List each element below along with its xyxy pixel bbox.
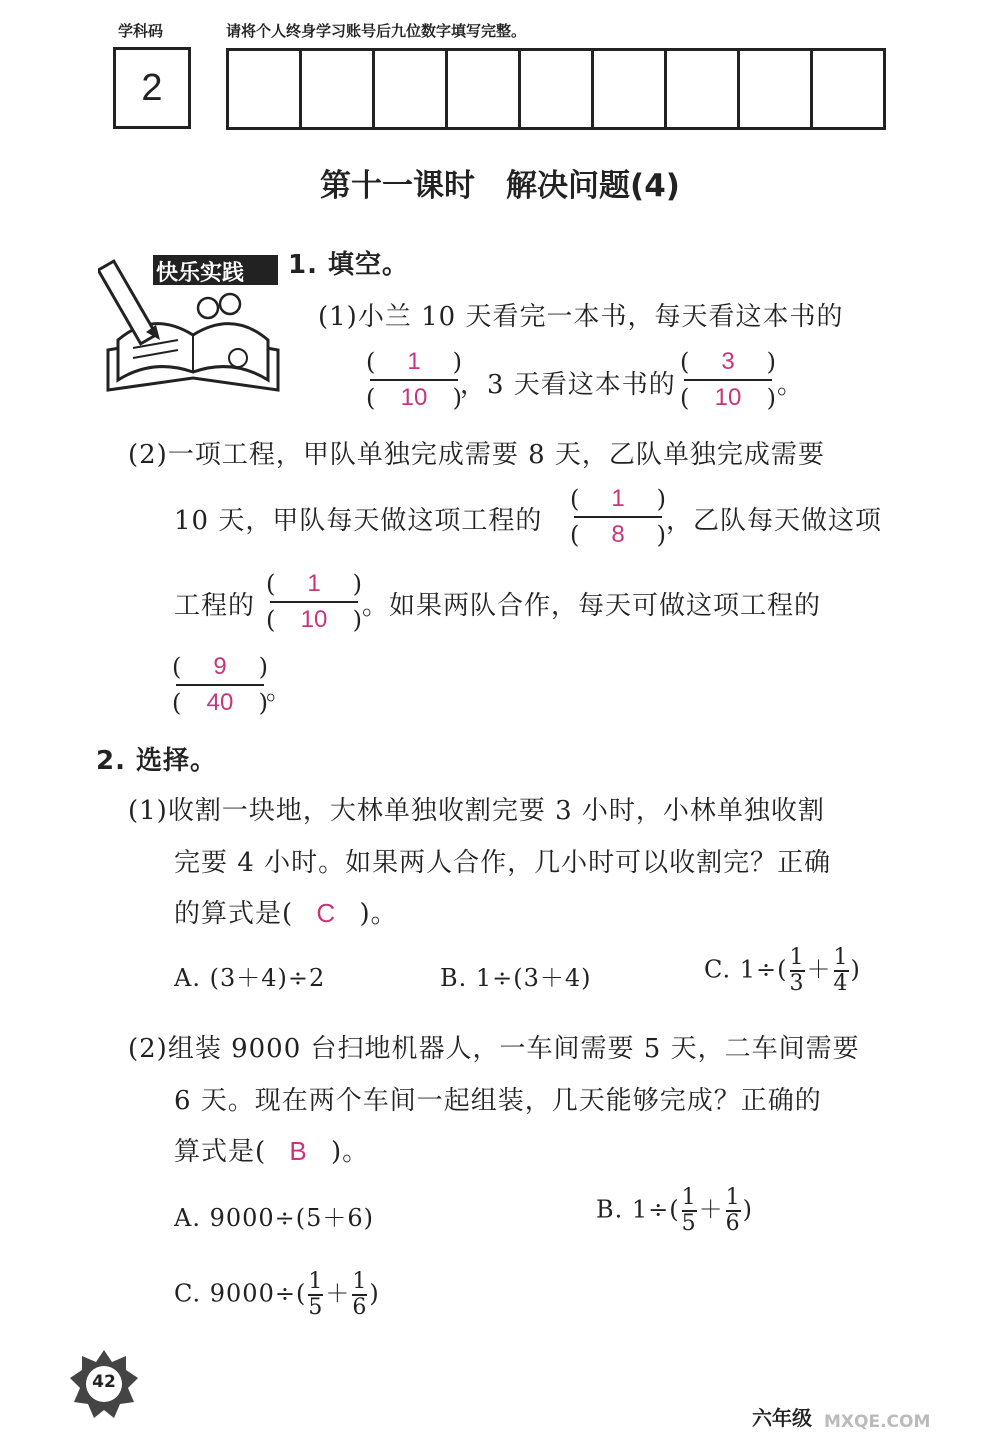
- fraction-numerator: 1: [789, 945, 805, 970]
- q2-part1-line3: [174, 893, 398, 930]
- fraction-denominator: 5: [308, 1295, 324, 1320]
- option-prefix: C. 1÷(: [704, 955, 788, 984]
- fraction-numerator: 1: [833, 945, 849, 970]
- option-suffix: ): [850, 955, 861, 984]
- q2-part2-answer: B: [289, 1136, 308, 1166]
- q2-part1-prompt: 的算式是(: [174, 899, 294, 929]
- q2-heading: 2. 选择。: [96, 746, 218, 776]
- option-fraction: [726, 1186, 741, 1236]
- q1-part2-fraction2: ( 1 ) ( 10 ): [266, 570, 362, 634]
- q1-part1-end: 。: [777, 370, 805, 400]
- fraction-numerator: 1: [308, 1269, 324, 1294]
- badge-title: 快乐实践: [156, 261, 245, 286]
- q1-part1-mid: ，3 天看这本书的: [460, 370, 676, 400]
- q1-part2-line1: (2)一项工程，甲队单独完成需要 8 天，乙队单独完成需要: [128, 440, 825, 470]
- option-prefix: B. 1÷(: [596, 1195, 680, 1224]
- q2-part1-line2: 完要 4 小时。如果两人合作，几小时可以收割完？正确: [174, 848, 832, 878]
- option-fraction: [308, 1270, 323, 1320]
- account-digit-box: [521, 51, 594, 127]
- fraction-denominator: 10: [714, 384, 742, 411]
- q2-part1-option-a: A. (3＋4)÷2: [174, 964, 326, 992]
- option-fraction: [834, 946, 849, 996]
- watermark: MXQE.COM: [824, 1412, 931, 1432]
- account-instruction: 请将个人终身学习账号后九位数字填写完整。: [226, 22, 527, 40]
- q2-part2-line3: [174, 1131, 369, 1168]
- q1-part2-fraction3: ( 9 ) ( 40 ): [172, 653, 268, 717]
- fraction-denominator: 5: [681, 1211, 697, 1236]
- fraction-denominator: 3: [789, 971, 805, 996]
- account-digit-box: [448, 51, 521, 127]
- option-suffix: ): [369, 1279, 380, 1308]
- plus-sign: ＋: [698, 1195, 724, 1224]
- q1-part2-line2a: 10 天，甲队每天做这项工程的: [174, 506, 543, 536]
- option-suffix: ): [742, 1195, 754, 1224]
- q2-part1-answer: C: [316, 898, 337, 928]
- option-prefix: C. 9000÷(: [174, 1279, 307, 1308]
- q2-part2-option-a: A. 9000÷(5＋6): [174, 1204, 375, 1232]
- fraction-denominator: 10: [300, 606, 328, 633]
- fraction-numerator: 9: [213, 653, 227, 680]
- fraction-numerator: 1: [611, 485, 625, 512]
- q1-part2-line3b: 。如果两队合作，每天可做这项工程的: [362, 591, 822, 621]
- account-digit-box: [375, 51, 448, 127]
- option-fraction: [790, 946, 805, 996]
- fraction-numerator: 3: [721, 348, 735, 375]
- q1-part2-fraction1: ( 1 ) ( 8 ): [570, 485, 666, 549]
- option-fraction: [352, 1270, 367, 1320]
- account-digit-box: [740, 51, 813, 127]
- subject-code-box: 2: [113, 47, 191, 129]
- fraction-numerator: 1: [352, 1269, 368, 1294]
- lesson-title: 第十一课时 解决问题(4): [320, 168, 680, 204]
- q2-part1-prompt-end: )。: [359, 899, 398, 929]
- q2-part2-option-c: [174, 1270, 380, 1320]
- fraction-denominator: 40: [206, 689, 234, 716]
- fraction-denominator: 6: [352, 1295, 368, 1320]
- fraction-denominator: 8: [611, 521, 625, 548]
- page-number: 42: [92, 1372, 116, 1392]
- q1-heading: 1. 填空。: [288, 250, 410, 280]
- plus-sign: ＋: [806, 955, 832, 984]
- plus-sign: ＋: [325, 1279, 351, 1308]
- q2-part1-option-c: [704, 946, 861, 996]
- account-digit-box: [667, 51, 740, 127]
- q2-part2-line2: 6 天。现在两个车间一起组装，几天能够完成？正确的: [174, 1086, 822, 1116]
- fraction-numerator: 1: [407, 348, 421, 375]
- subject-code-label: 学科码: [118, 22, 164, 40]
- q1-part2-end: 。: [266, 676, 294, 706]
- q1-part1-fraction2: ( 3 ) ( 10 ): [680, 348, 776, 412]
- account-number-boxes: [226, 48, 886, 130]
- q1-part2-line2b: ，乙队每天做这项: [666, 506, 883, 536]
- q2-part1-line1: (1)收割一块地，大林单独收割完要 3 小时，小林单独收割: [128, 796, 825, 826]
- q1-part1-line1: (1)小兰 10 天看完一本书，每天看这本书的: [318, 302, 844, 332]
- q2-part2-option-b: [596, 1186, 753, 1236]
- fraction-numerator: 1: [307, 570, 321, 597]
- fraction-denominator: 10: [400, 384, 428, 411]
- q2-part2-prompt: 算式是(: [174, 1137, 267, 1167]
- fraction-numerator: 1: [725, 1185, 741, 1210]
- q2-part1-option-b: B. 1÷(3＋4): [440, 964, 592, 992]
- fraction-numerator: 1: [681, 1185, 697, 1210]
- q1-part2-line3a: 工程的: [174, 591, 256, 621]
- option-fraction: [682, 1186, 697, 1236]
- q2-part2-line1: (2)组装 9000 台扫地机器人，一车间需要 5 天，二车间需要: [128, 1034, 860, 1064]
- fraction-denominator: 4: [833, 971, 849, 996]
- q1-part1-fraction1: ( 1 ) ( 10 ): [366, 348, 462, 412]
- grade-label: 六年级: [752, 1406, 812, 1430]
- account-digit-box: [813, 51, 883, 127]
- account-digit-box: [594, 51, 667, 127]
- q2-part2-prompt-end: )。: [331, 1137, 370, 1167]
- fraction-denominator: 6: [725, 1211, 741, 1236]
- account-digit-box: [229, 51, 302, 127]
- account-digit-box: [302, 51, 375, 127]
